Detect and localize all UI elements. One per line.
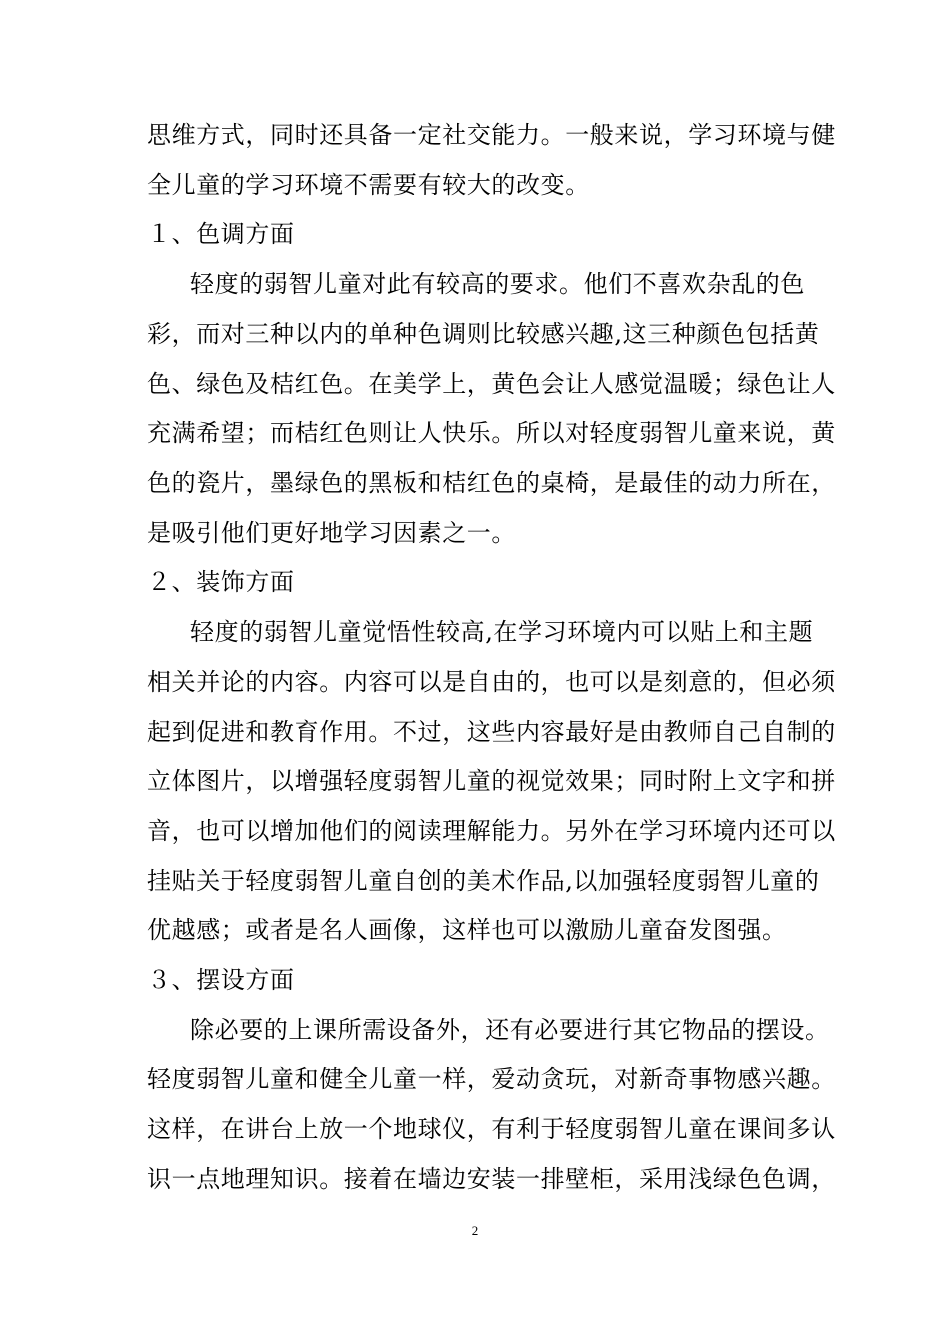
paragraph-line: 音，也可以增加他们的阅读理解能力。另外在学习环境内还可以 <box>147 817 836 845</box>
paragraph-line: 挂贴关于轻度弱智儿童自创的美术作品,以加强轻度弱智儿童的 <box>147 867 820 895</box>
section-heading-arrangement: ３、摆设方面 <box>147 966 295 994</box>
paragraph-line: 这样，在讲台上放一个地球仪，有利于轻度弱智儿童在课间多认 <box>147 1115 836 1143</box>
page-number: 2 <box>471 1223 479 1238</box>
paragraph-line: 彩，而对三种以内的单种色调则比较感兴趣,这三种颜色包括黄 <box>147 320 820 348</box>
paragraph-line: 色的瓷片，墨绿色的黑板和桔红色的桌椅，是最佳的动力所在， <box>147 469 836 497</box>
paragraph-line: 轻度弱智儿童和健全儿童一样，爱动贪玩，对新奇事物感兴趣。 <box>147 1065 836 1093</box>
paragraph-line: 除必要的上课所需设备外，还有必要进行其它物品的摆设。 <box>190 1016 830 1044</box>
paragraph-line: 全儿童的学习环境不需要有较大的改变。 <box>147 171 590 199</box>
paragraph-line: 识一点地理知识。接着在墙边安装一排壁柜，采用浅绿色色调， <box>147 1165 836 1193</box>
paragraph-line: 立体图片，以增强轻度弱智儿童的视觉效果；同时附上文字和拼 <box>147 767 836 795</box>
section-heading-decoration: ２、装饰方面 <box>147 568 295 596</box>
paragraph-line: 是吸引他们更好地学习因素之一。 <box>147 519 516 547</box>
paragraph-line: 相关并论的内容。内容可以是自由的，也可以是刻意的，但必须 <box>147 668 836 696</box>
paragraph-line: 充满希望；而桔红色则让人快乐。所以对轻度弱智儿童来说，黄 <box>147 419 836 447</box>
paragraph-line: 轻度的弱智儿童觉悟性较高,在学习环境内可以贴上和主题 <box>190 618 814 646</box>
paragraph-line: 优越感；或者是名人画像，这样也可以激励儿童奋发图强。 <box>147 916 787 944</box>
paragraph-line: 思维方式，同时还具备一定社交能力。一般来说，学习环境与健 <box>147 121 836 149</box>
paragraph-line: 轻度的弱智儿童对此有较高的要求。他们不喜欢杂乱的色 <box>190 270 805 298</box>
paragraph-line: 色、绿色及桔红色。在美学上，黄色会让人感觉温暖；绿色让人 <box>147 370 836 398</box>
paragraph-line: 起到促进和教育作用。不过，这些内容最好是由教师自己自制的 <box>147 718 836 746</box>
section-heading-color-tone: １、色调方面 <box>147 220 295 248</box>
